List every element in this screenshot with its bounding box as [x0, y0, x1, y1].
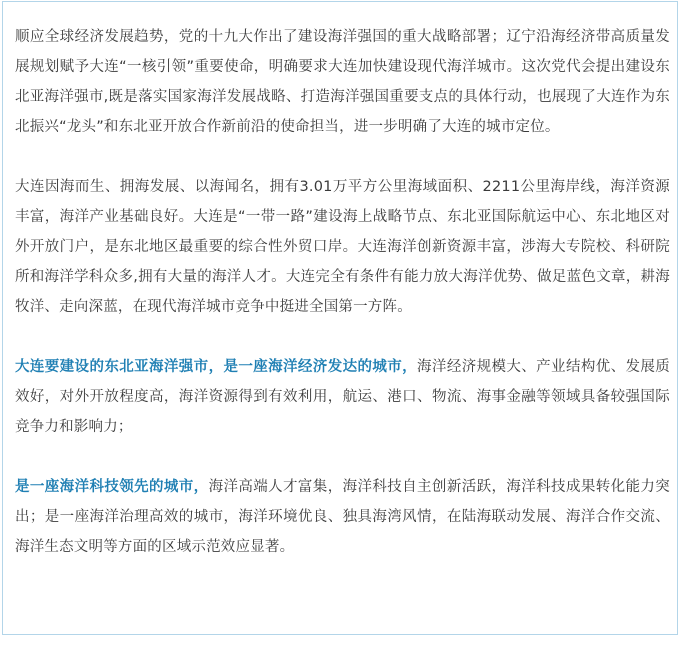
paragraph-1 — [15, 22, 670, 142]
highlight-text: 是一座海洋科技领先的城市， — [15, 479, 209, 495]
paragraph-text: 海洋经济规模大、产业结构优、发展质效好，对外开放程度高，海洋资源得到有效利用，航运、港口、物流、海事金融等领域具备较强国际竞争力和影响力； — [15, 359, 670, 435]
paragraph-2 — [15, 172, 670, 322]
paragraph-text: 海洋高端人才富集，海洋科技自主创新活跃，海洋科技成果转化能力突出；是一座海洋治理高效的城市，海洋环境优良、独具海湾风情，在陆海联动发展、海洋合作交流、海洋生态文明等方面的区域示范效应显著。 — [15, 479, 670, 555]
article-body — [15, 22, 670, 562]
paragraph-3 — [15, 352, 670, 442]
highlight-text: 大连要建设的东北亚海洋强市，是一座海洋经济发达的城市， — [15, 359, 418, 375]
paragraph-text: 大连因海而生、拥海发展、以海闻名，拥有3.01万平方公里海域面积、2211公里海岸线，海洋资源丰富，海洋产业基础良好。大连是“一带一路”建设海上战略节点、东北亚国际航运中心、东北地区对外开放门户，是东北地区最重要的综合性外贸口岸。大连海洋创新资源丰富，涉海大专院校、科研院所和海洋学科众多,拥有大量的海洋人才。大连完全有条件有能力放大海洋优势、做足蓝色文章，耕海牧洋、走向深蓝，在现代海洋城市竞争中挺进全国第一方阵。 — [15, 179, 670, 315]
paragraph-text: 顺应全球经济发展趋势，党的十九大作出了建设海洋强国的重大战略部署；辽宁沿海经济带高质量发展规划赋予大连“一核引领”重要使命，明确要求大连加快建设现代海洋城市。这次党代会提出建设东北亚海洋强市,既是落实国家海洋发展战略、打造海洋强国重要支点的具体行动，也展现了大连作为东北振兴“龙头”和东北亚开放合作新前沿的使命担当，进一步明确了大连的城市定位。 — [15, 29, 670, 135]
article-frame — [2, 1, 678, 635]
paragraph-4 — [15, 472, 670, 562]
